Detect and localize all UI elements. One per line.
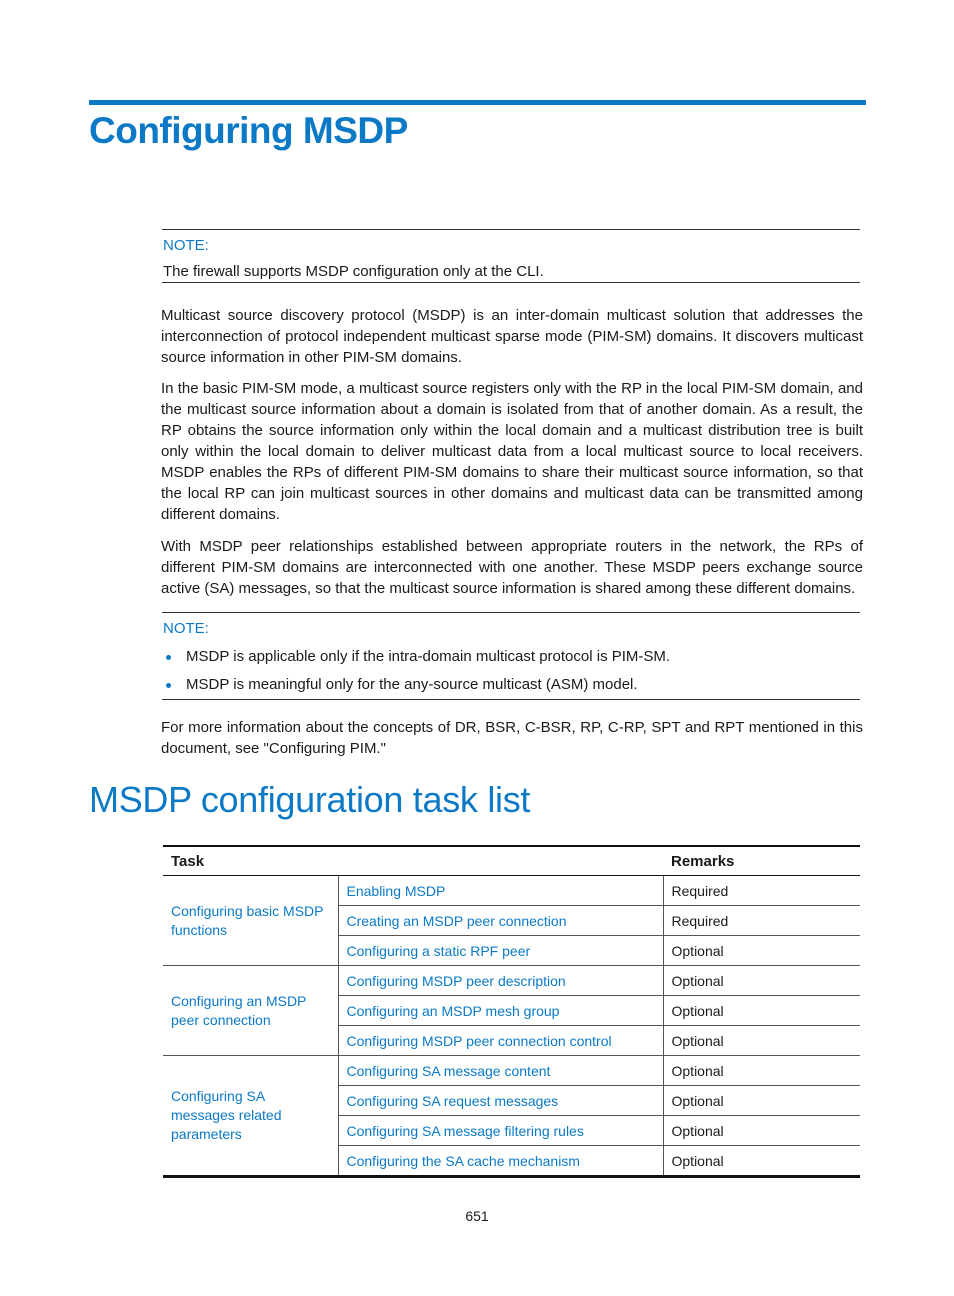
- note-label: NOTE:: [163, 620, 209, 637]
- remark-cell: Required: [663, 906, 860, 936]
- paragraph: For more information about the concepts of DR, BSR, C-BSR, RP, C-RP, SPT and RPT mentioned in this document, see "Configuring PIM.": [161, 719, 863, 757]
- note-list-item: [162, 643, 860, 671]
- remark-cell: Optional: [663, 1146, 860, 1177]
- note-box: [162, 229, 860, 283]
- task-link[interactable]: Creating an MSDP peer connection: [338, 906, 663, 936]
- title-rule: [89, 100, 866, 105]
- table-row: [163, 876, 860, 906]
- group-link[interactable]: Configuring SA messages related parameters: [163, 1056, 338, 1177]
- task-link[interactable]: Configuring MSDP peer description: [338, 966, 663, 996]
- remark-cell: Required: [663, 876, 860, 906]
- task-link[interactable]: Configuring the SA cache mechanism: [338, 1146, 663, 1177]
- remark-cell: Optional: [663, 996, 860, 1026]
- group-link[interactable]: Configuring basic MSDP functions: [163, 876, 338, 966]
- task-link[interactable]: Configuring SA message filtering rules: [338, 1116, 663, 1146]
- group-link[interactable]: Configuring an MSDP peer connection: [163, 966, 338, 1056]
- note-text: The firewall supports MSDP configuration only at the CLI.: [163, 263, 544, 280]
- task-table: [163, 845, 860, 1178]
- remark-cell: Optional: [663, 1056, 860, 1086]
- note-box: [162, 612, 860, 700]
- remark-cell: Optional: [663, 1086, 860, 1116]
- header-task: Task: [163, 846, 663, 876]
- table-row: [163, 1056, 860, 1086]
- note-item-text: MSDP is applicable only if the intra-domain multicast protocol is PIM-SM.: [186, 648, 671, 665]
- section-title: MSDP configuration task list: [89, 779, 531, 820]
- bullet-icon: [166, 655, 171, 660]
- task-link[interactable]: Configuring an MSDP mesh group: [338, 996, 663, 1026]
- task-link[interactable]: Configuring SA request messages: [338, 1086, 663, 1116]
- bullet-icon: [166, 683, 171, 688]
- task-link[interactable]: Configuring SA message content: [338, 1056, 663, 1086]
- note-label: NOTE:: [163, 237, 209, 254]
- task-link[interactable]: Enabling MSDP: [338, 876, 663, 906]
- table-row: [163, 966, 860, 996]
- paragraph: With MSDP peer relationships established between appropriate routers in the network, the RPs of different PIM-SM domains are interconnected with one another. These MSDP peers exchange source active (SA) messages, so that the multicast source information is shared among these different domains.: [161, 538, 863, 597]
- remark-cell: Optional: [663, 936, 860, 966]
- table-header-row: [163, 846, 860, 876]
- note-item-text: MSDP is meaningful only for the any-source multicast (ASM) model.: [186, 676, 638, 693]
- task-link[interactable]: Configuring MSDP peer connection control: [338, 1026, 663, 1056]
- note-list: [162, 643, 860, 699]
- page-title: Configuring MSDP: [89, 110, 408, 151]
- remark-cell: Optional: [663, 1116, 860, 1146]
- header-remarks: Remarks: [663, 846, 860, 876]
- remark-cell: Optional: [663, 966, 860, 996]
- note-list-item: [162, 671, 860, 699]
- paragraph: Multicast source discovery protocol (MSDP) is an inter-domain multicast solution that addresses the interconnection of protocol independent multicast sparse mode (PIM-SM) domains. It discovers multicast source information in other PIM-SM domains.: [161, 307, 863, 366]
- paragraph: In the basic PIM-SM mode, a multicast source registers only with the RP in the local PIM-SM domain, and the multicast source information about a domain is isolated from that of another domain. As a result, the RP obtains the source information only within the local domain and a multicast distribution tree is built only within the local domain to deliver multicast data from a local multicast source to local receivers. MSDP enables the RPs of different PIM-SM domains to share their multicast source information, so that the local RP can join multicast sources in other domains and multicast data can be transmitted among different domains.: [161, 380, 863, 523]
- remark-cell: Optional: [663, 1026, 860, 1056]
- page-number: 651: [465, 1208, 489, 1224]
- task-link[interactable]: Configuring a static RPF peer: [338, 936, 663, 966]
